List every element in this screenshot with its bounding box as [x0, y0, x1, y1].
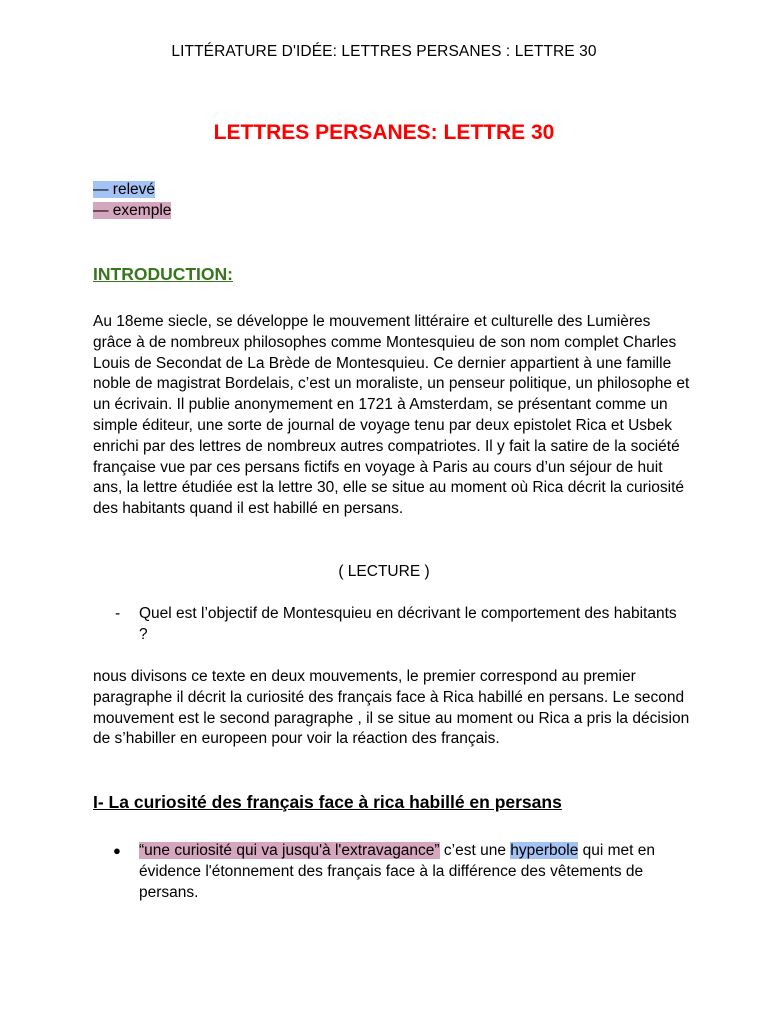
introduction-paragraph: Au 18eme siecle, se développe le mouvement littéraire et culturelle des Lumières grâce à de nombreux philosophes comme Montesquieu de son nom complet Charles Louis de Secondat de La Brède de Montesquieu. Ce dernier appartient à une famille noble de magistrat Bordelais, c’est un moraliste, un penseur politique, un philosophe et un écrivain. Il publie anonymement en 1721 à Amsterdam, se présentant comme un simple éditeur, une sorte de journal de voyage tenu par deux epistolet Rica et Usbek enrichi par des lettres de nombreux autres compatriotes. Il y fait la satire de la société française vue par ces persans fictifs en voyage à Paris au cours d’un séjour de huit ans, la lettre étudiée est la lettre 30, elle se situe au moment où Rica décrit la curiosité des habitants quand il est habillé en persans. [93, 313, 690, 518]
section-1-heading: I- La curiosité des français face à rica habillé en persans [93, 792, 562, 812]
bullet-icon: ● [113, 843, 121, 858]
list-item-text-part: c’est une [439, 842, 511, 859]
legend-exemple [93, 201, 171, 221]
dash-marker: - [115, 605, 121, 622]
legend-releve-label: — relevé [93, 181, 156, 198]
legend-releve [93, 180, 155, 200]
quote-example: “une curiosité qui va jusqu'à l'extravagance” [139, 842, 440, 859]
lecture-marker: ( LECTURE ) [338, 563, 430, 580]
term-releve: hyperbole [510, 842, 579, 859]
plan-paragraph: nous divisons ce texte en deux mouvements, le premier correspond au premier paragraphe il décrit la curiosité des français face à Rica habillé en persans. Le second mouvement est le second paragraphe , il se situe au moment ou Rica a pris la décision de s’habiller en europeen pour voir la réaction des français. [93, 668, 690, 748]
list-item-text-part: qui met en évidence l'étonnement des français face à la différence des vêtements de persans. [139, 842, 656, 901]
legend-exemple-label: — exemple [93, 202, 172, 219]
list-item-text [139, 841, 679, 903]
introduction-heading: INTRODUCTION: [93, 264, 233, 284]
document-title: LETTRES PERSANES: LETTRE 30 [213, 121, 555, 144]
problematique-text: Quel est l’objectif de Montesquieu en décrivant le comportement des habitants ? [139, 605, 677, 643]
running-header: LITTÉRATURE D'IDÉE: LETTRES PERSANES : LETTRE 30 [171, 43, 597, 60]
